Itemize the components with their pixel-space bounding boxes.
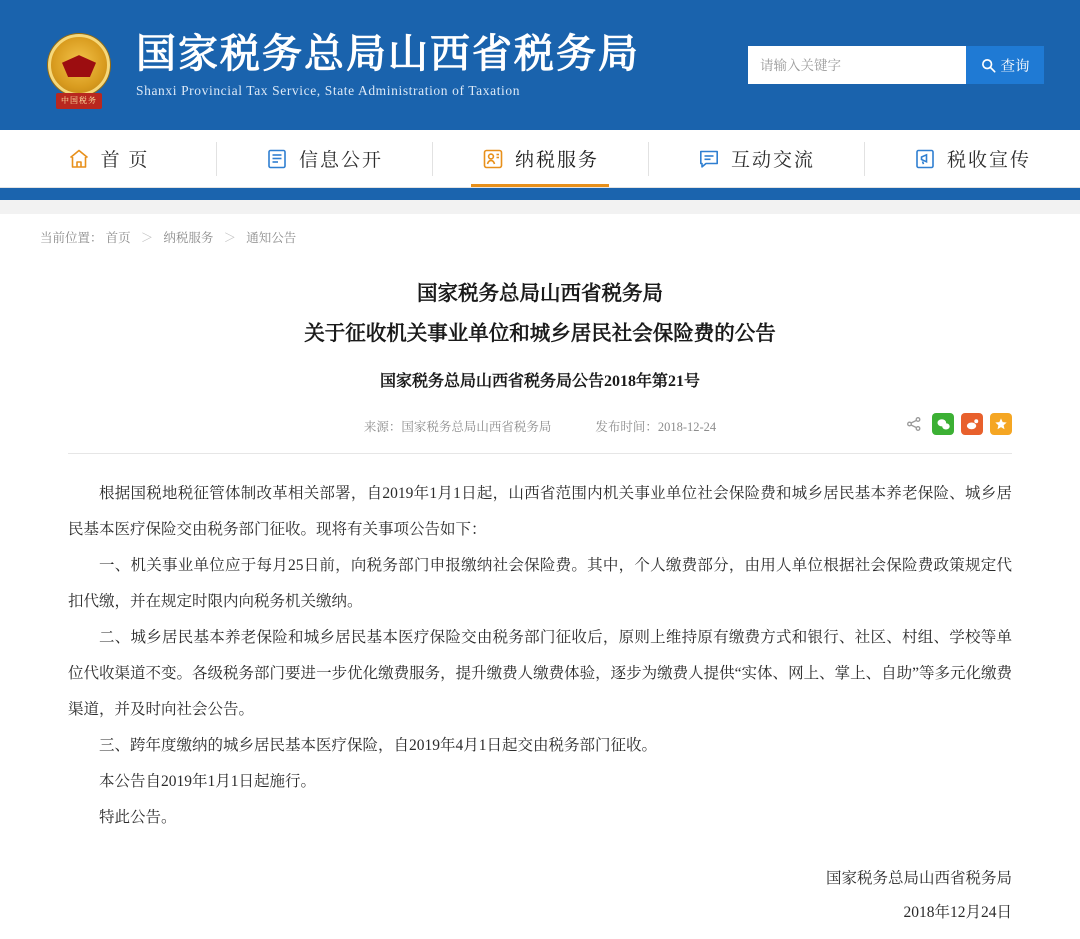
megaphone-document-icon — [913, 147, 937, 171]
emblem-ribbon-label: 中国税务 — [56, 93, 102, 109]
search-button[interactable] — [966, 46, 1044, 84]
breadcrumb-item-tax-service[interactable]: 纳税服务 — [163, 231, 214, 245]
main-navigation — [0, 130, 1080, 188]
signature-organization: 国家税务总局山西省税务局 — [825, 870, 1012, 887]
meta-source — [364, 417, 552, 435]
meta-date-value: 2018-12-24 — [657, 420, 717, 434]
header-accent-strip — [0, 188, 1080, 200]
nav-label-interaction: 互动交流 — [730, 150, 815, 171]
article-container — [0, 252, 1080, 930]
nav-label-information-disclosure: 信息公开 — [298, 150, 383, 171]
page-title-line1: 国家税务总局山西省税务局 — [417, 283, 663, 305]
site-header — [0, 0, 1080, 130]
article-body — [68, 454, 1012, 836]
breadcrumb — [0, 214, 1080, 252]
nav-label-tax-service: 纳税服务 — [514, 150, 599, 171]
breadcrumb-separator-2: ＞ — [223, 231, 237, 245]
content-gap — [0, 200, 1080, 214]
article-paragraph-6: 特此公告。 — [99, 809, 177, 826]
weibo-icon[interactable] — [961, 413, 983, 435]
page-title-line2: 关于征收机关事业单位和城乡居民社会保险费的公告 — [304, 323, 776, 345]
article-paragraph-3: 二、城乡居民基本养老保险和城乡居民基本医疗保险交由税务部门征收后，原则上维持原有缴费方式和银行、社区、村组、学校等单位代收渠道不变。各级税务部门要进一步优化缴费服务，提升缴费人缴费体验，逐步为缴费人提供“实体、网上、掌上、自助”等多元化缴费渠道，并及时向社会公告。 — [68, 629, 1012, 718]
service-person-icon — [481, 147, 505, 171]
article-signature — [68, 862, 1012, 930]
article-paragraph-5: 本公告自2019年1月1日起施行。 — [99, 773, 317, 790]
emblem-disc — [48, 34, 110, 96]
wechat-icon[interactable] — [932, 413, 954, 435]
meta-publish-date — [595, 417, 716, 435]
breadcrumb-prefix: 当前位置： — [40, 231, 103, 245]
nav-item-tax-publicity[interactable] — [864, 130, 1080, 187]
article-paragraph-4: 三、跨年度缴纳的城乡居民基本医疗保险，自2019年4月1日起交由税务部门征收。 — [99, 737, 658, 754]
meta-source-label: 来源： — [363, 420, 402, 434]
search-input[interactable] — [748, 46, 966, 84]
nav-item-tax-service[interactable] — [432, 130, 648, 187]
article-paragraph-2: 一、机关事业单位应于每月25日前，向税务部门申报缴纳社会保险费。其中，个人缴费部分，由用人单位根据社会保险费政策规定代扣代缴，并在规定时限内向税务机关缴纳。 — [68, 557, 1012, 610]
share-node-icon[interactable] — [903, 413, 925, 435]
meta-date-label: 发布时间： — [595, 420, 658, 434]
nav-item-home[interactable] — [0, 130, 216, 187]
national-emblem-logo — [36, 19, 122, 111]
article-paragraph-1: 根据国税地税征管体制改革相关部署，自2019年1月1日起，山西省范围内机关事业单位社会保险费和城乡居民基本养老保险、城乡居民基本医疗保险交由税务部门征收。现将有关事项公告如下： — [68, 485, 1012, 538]
document-icon — [265, 147, 289, 171]
favorite-icon[interactable] — [990, 413, 1012, 435]
signature-date: 2018年12月24日 — [903, 904, 1012, 921]
nav-item-interaction[interactable] — [648, 130, 864, 187]
breadcrumb-item-announcements[interactable]: 通知公告 — [246, 231, 297, 245]
search-button-label: 查询 — [1000, 58, 1030, 75]
nav-item-information-disclosure[interactable] — [216, 130, 432, 187]
search-icon — [981, 58, 996, 73]
breadcrumb-separator-1: ＞ — [140, 231, 154, 245]
site-title-cn: 国家税务总局山西省税务局 — [136, 31, 640, 76]
article-meta — [68, 417, 1012, 435]
search-bar — [748, 46, 1044, 84]
page-title — [68, 274, 1012, 354]
home-icon — [67, 147, 91, 171]
breadcrumb-item-home[interactable]: 首页 — [105, 231, 131, 245]
chat-icon — [697, 147, 721, 171]
nav-label-home: 首 页 — [100, 150, 150, 171]
site-title-en: Shanxi Provincial Tax Service, State Administration of Taxation — [136, 83, 521, 98]
share-buttons — [903, 413, 1012, 435]
nav-label-tax-publicity: 税收宣传 — [946, 150, 1031, 171]
site-title-block — [136, 31, 640, 99]
document-number: 国家税务总局山西省税务局公告2018年第21号 — [379, 373, 700, 390]
meta-source-value: 国家税务总局山西省税务局 — [401, 420, 552, 434]
